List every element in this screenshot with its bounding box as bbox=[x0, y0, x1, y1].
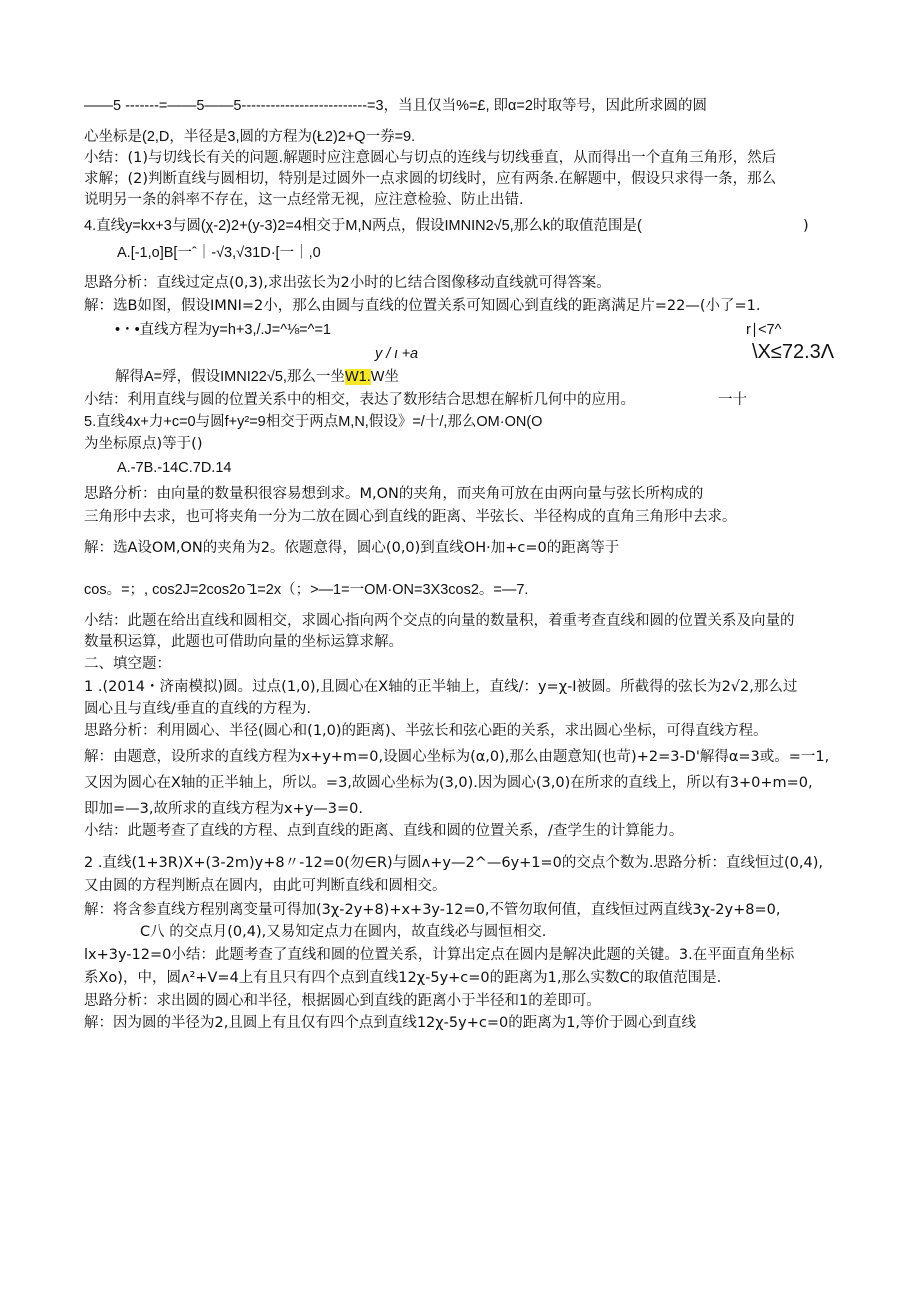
text-fragment: 解得A=殍，假设IMNI22√5,那么一坐 bbox=[115, 369, 345, 385]
answer-options: A.[-1,o]B[一ˆ｜-√3,√31D·[一｜,0 bbox=[117, 245, 321, 261]
text-fragment: \X≤72.3Λ bbox=[752, 341, 835, 363]
text-line: 又因为圆心在X轴的正半轴上，所以。=3,故圆心坐标为(3,0).因为圆心(3,0)在所求的直线上，所以有3+0+m=0, bbox=[84, 775, 813, 791]
question-5: 5.直线4x+力+c=0与圆f+y²=9相交于两点M,N,假设》=/十/,那么OM·ON(O bbox=[84, 414, 543, 430]
text-line: 小结：(1)与切线长有关的问题.解题时应注意圆心与切点的连线与切线垂直，从而得出一个直角三角形，然后 bbox=[84, 150, 777, 166]
text-line: 解：将含参直线方程别离变量可得加(3χ-2y+8)+x+3y-12=0,不管勿取何值，直线恒过两直线3χ-2y+8=0, bbox=[84, 902, 781, 918]
text-line bbox=[115, 367, 399, 387]
text-line: 圆心且与直线/垂直的直线的方程为. bbox=[84, 701, 311, 717]
highlighted-text: W1. bbox=[344, 369, 371, 385]
text-line: 思路分析：利用圆心、半径(圆心和(1,0)的距离)、半弦长和弦心距的关系，求出圆心坐标，可得直线方程。 bbox=[84, 723, 768, 739]
text-line: 即加=—3,故所求的直线方程为x+y—3=0. bbox=[84, 801, 364, 817]
text-line: C八 的交点月(0,4),又易知定点力在圆内，故直线必与圆恒相交. bbox=[140, 924, 547, 940]
text-line: lx+3y-12=0小结：此题考查了直线和圆的位置关系，计算出定点在圆内是解决此题的关键。3.在平面直角坐标 bbox=[84, 947, 795, 963]
text-line: 三角形中去求，也可将夹角一分为二放在圆心到直线的距离、半弦长、半径构成的直角三角形中去求。 bbox=[84, 509, 737, 525]
text-fragment: W坐 bbox=[370, 369, 399, 385]
section-heading: 二、填空题： bbox=[84, 656, 171, 672]
text-line: 心坐标是(2,D，半径是3,圆的方程为(Ł2)2+Q一券=9. bbox=[84, 129, 416, 145]
question-3: 系Xo)，中，圆ʌ²+V=4上有且只有四个点到直线12χ-5y+c=0的距离为1,那么实数C的取值范围是. bbox=[84, 970, 722, 986]
text-line: 思路分析：由向量的数量积很容易想到求。M,ON的夹角，而夹角可放在由两向量与弦长所构成的 bbox=[84, 486, 704, 502]
text-line: 思路分析：直线过定点(0,3),求出弦长为2小时的匕结合图像移动直线就可得答案。 bbox=[84, 275, 611, 291]
text-line: 又由圆的方程判断点在圆内，由此可判断直线和圆相交。 bbox=[84, 878, 447, 894]
text-line: 求解；(2)判断直线与圆相切，特别是过圆外一点求圆的切线时，应有两条.在解题中，假设只求得一条，那么 bbox=[84, 171, 777, 187]
text-line: 解：由题意，设所求的直线方程为x+y+m=0,设圆心坐标为(α,0),那么由题意知(也苛)+2=3-D'解得α=3或。=一1, bbox=[84, 749, 830, 765]
text-line: 小结：此题考查了直线的方程、点到直线的距离、直线和圆的位置关系，/查学生的计算能力。 bbox=[84, 823, 684, 839]
text-line: cos。=；, cos2J=2cos2ο ̄1=2x（；>—1=一OM·ON=3X3cos2。=—7. bbox=[84, 582, 529, 598]
text-fragment: 一十 bbox=[718, 392, 747, 408]
text-fragment: ) bbox=[803, 218, 809, 234]
text-line: 解：选A设OM,ON的夹角为2。依题意得，圆心(0,0)到直线OH·加+c=0的距离等于 bbox=[84, 540, 620, 556]
text-line: 说明另一条的斜率不存在，这一点经常无视，应注意检验、防止出错. bbox=[84, 192, 524, 208]
question-1: 1 .(2014・济南模拟)圆。过点(1,0),且圆心在X轴的正半轴上，直线/：y=χ-I被圆。所截得的弦长为2√2,那么过 bbox=[84, 679, 798, 695]
text-fragment: y / ι +a bbox=[375, 346, 419, 362]
text-line: ——5 -------=——5——5--------------------------=3，当且仅当%=£, 即α=2时取等号，因此所求圆的圆 bbox=[84, 98, 707, 114]
question-4: 4.直线y=kx+3与圆(χ-2)2+(y-3)2=4相交于M,N两点，假设IMNIN2√5,那么k的取值范围是( bbox=[84, 218, 642, 234]
answer-options: A.-7B.-14C.7D.14 bbox=[117, 460, 232, 476]
text-line: 小结：此题在给出直线和圆相交，求圆心指向两个交点的向量的数量积，着重考查直线和圆的位置关系及向量的 bbox=[84, 613, 795, 629]
question-2: 2 .直线(1+3R)X+(3-2m)y+8〃-12=0(勿∈R)与圆ʌ+y—2^—6y+1=0的交点个数为.思路分析：直线恒过(0,4), bbox=[84, 855, 824, 871]
text-fragment: r∣<7^ bbox=[746, 322, 782, 338]
text-line: 数量积运算，此题也可借助向量的坐标运算求解。 bbox=[84, 634, 403, 650]
text-line: 解：因为圆的半径为2,且圆上有且仅有四个点到直线12χ-5y+c=0的距离为1,等价于圆心到直线 bbox=[84, 1015, 697, 1031]
text-line: 小结：利用直线与圆的位置关系中的相交，表达了数形结合思想在解析几何中的应用。 bbox=[84, 392, 635, 408]
text-line: 思路分析：求出圆的圆心和半径，根据圆心到直线的距离小于半径和1的差即可。 bbox=[84, 993, 601, 1009]
text-line: 解：选B如图，假设IMNI=2小，那么由圆与直线的位置关系可知圆心到直线的距离满足片=22—(小了=1. bbox=[84, 298, 761, 314]
text-line: •・•直线方程为y=h+3,/.J=^⅛=^=1 bbox=[115, 322, 331, 338]
text-line: 为坐标原点)等于() bbox=[84, 436, 203, 452]
